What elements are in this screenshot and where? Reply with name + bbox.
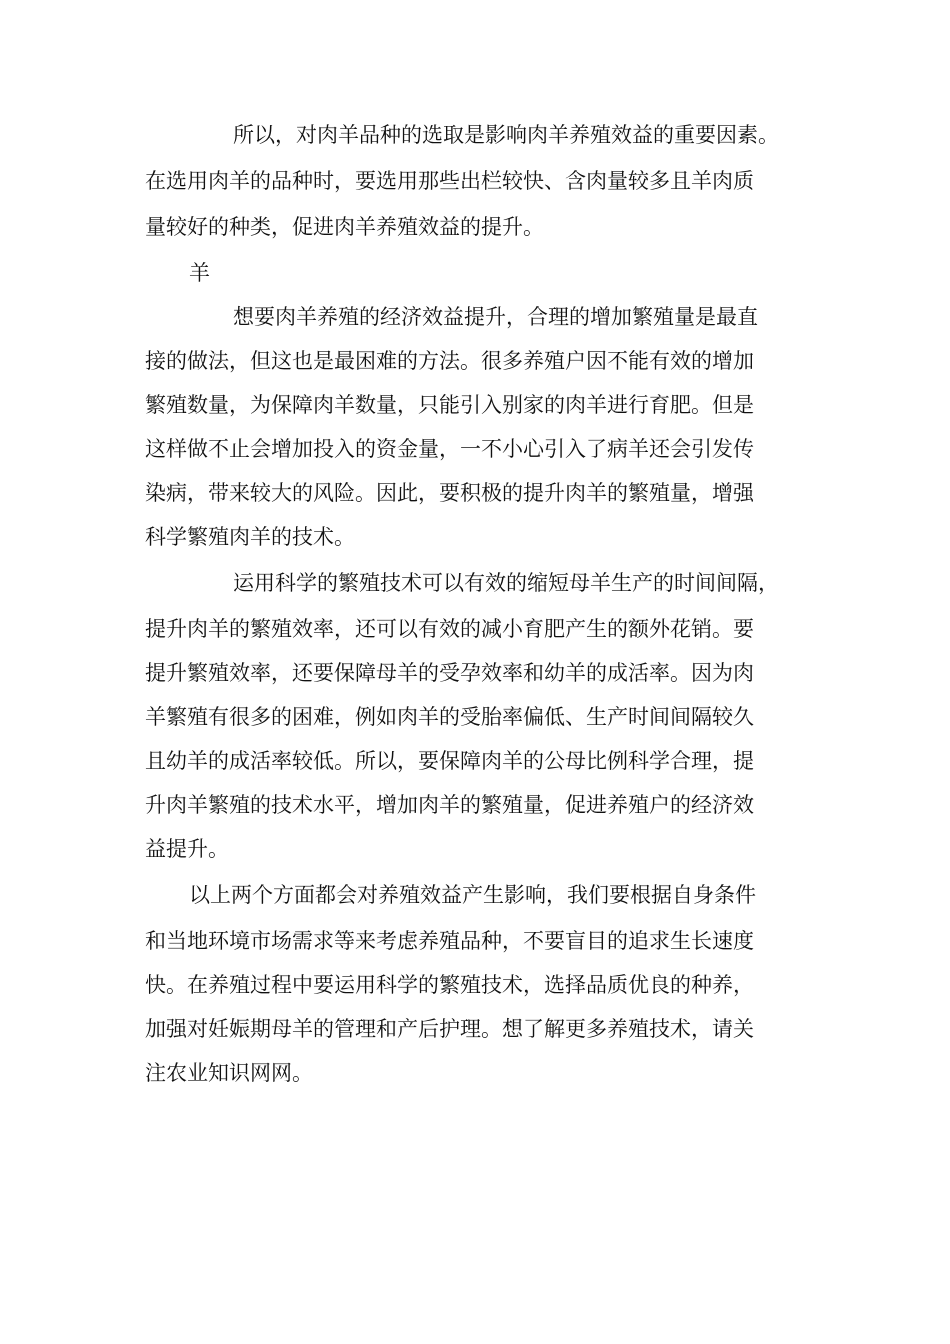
paragraph-5-line-4: 加强对妊娠期母羊的管理和产后护理。想了解更多养殖技术，请关 bbox=[145, 1017, 754, 1041]
paragraph-4-line-3: 提升繁殖效率，还要保障母羊的受孕效率和幼羊的成活率。因为肉 bbox=[145, 661, 754, 685]
paragraph-4-line-5: 且幼羊的成活率较低。所以，要保障肉羊的公母比例科学合理，提 bbox=[145, 749, 754, 773]
paragraph-4-line-2: 提升肉羊的繁殖效率，还可以有效的减小育肥产生的额外花销。要 bbox=[145, 617, 754, 641]
paragraph-4-line-7: 益提升。 bbox=[145, 837, 229, 861]
paragraph-4-line-1: 运用科学的繁殖技术可以有效的缩短母羊生产的时间间隔， bbox=[233, 571, 779, 595]
paragraph-5-line-3: 快。在养殖过程中要运用科学的繁殖技术，选择品质优良的种养， bbox=[145, 973, 754, 997]
paragraph-3-line-1: 想要肉羊养殖的经济效益提升，合理的增加繁殖量是最直 bbox=[233, 305, 758, 329]
paragraph-5-line-5: 注农业知识网网。 bbox=[145, 1061, 313, 1085]
paragraph-3-line-2: 接的做法，但这也是最困难的方法。很多养殖户因不能有效的增加 bbox=[145, 349, 754, 373]
paragraph-3-line-4: 这样做不止会增加投入的资金量，一不小心引入了病羊还会引发传 bbox=[145, 437, 754, 461]
paragraph-3-line-3: 繁殖数量，为保障肉羊数量，只能引入别家的肉羊进行育肥。但是 bbox=[145, 393, 754, 417]
paragraph-5-line-2: 和当地环境市场需求等来考虑养殖品种，不要盲目的追求生长速度 bbox=[145, 929, 754, 953]
paragraph-3-line-6: 科学繁殖肉羊的技术。 bbox=[145, 525, 355, 549]
paragraph-1-line-3: 量较好的种类，促进肉羊养殖效益的提升。 bbox=[145, 215, 544, 239]
paragraph-5-line-1: 以上两个方面都会对养殖效益产生影响，我们要根据自身条件 bbox=[189, 883, 756, 907]
paragraph-4-line-4: 羊繁殖有很多的困难，例如肉羊的受胎率偏低、生产时间间隔较久 bbox=[145, 705, 754, 729]
paragraph-3-line-5: 染病，带来较大的风险。因此，要积极的提升肉羊的繁殖量，增强 bbox=[145, 481, 754, 505]
paragraph-2-line-1: 羊 bbox=[189, 261, 210, 285]
paragraph-1-line-1: 所以，对肉羊品种的选取是影响肉羊养殖效益的重要因素。 bbox=[233, 123, 779, 147]
paragraph-4-line-6: 升肉羊繁殖的技术水平，增加肉羊的繁殖量，促进养殖户的经济效 bbox=[145, 793, 754, 817]
paragraph-1-line-2: 在选用肉羊的品种时，要选用那些出栏较快、含肉量较多且羊肉质 bbox=[145, 169, 754, 193]
